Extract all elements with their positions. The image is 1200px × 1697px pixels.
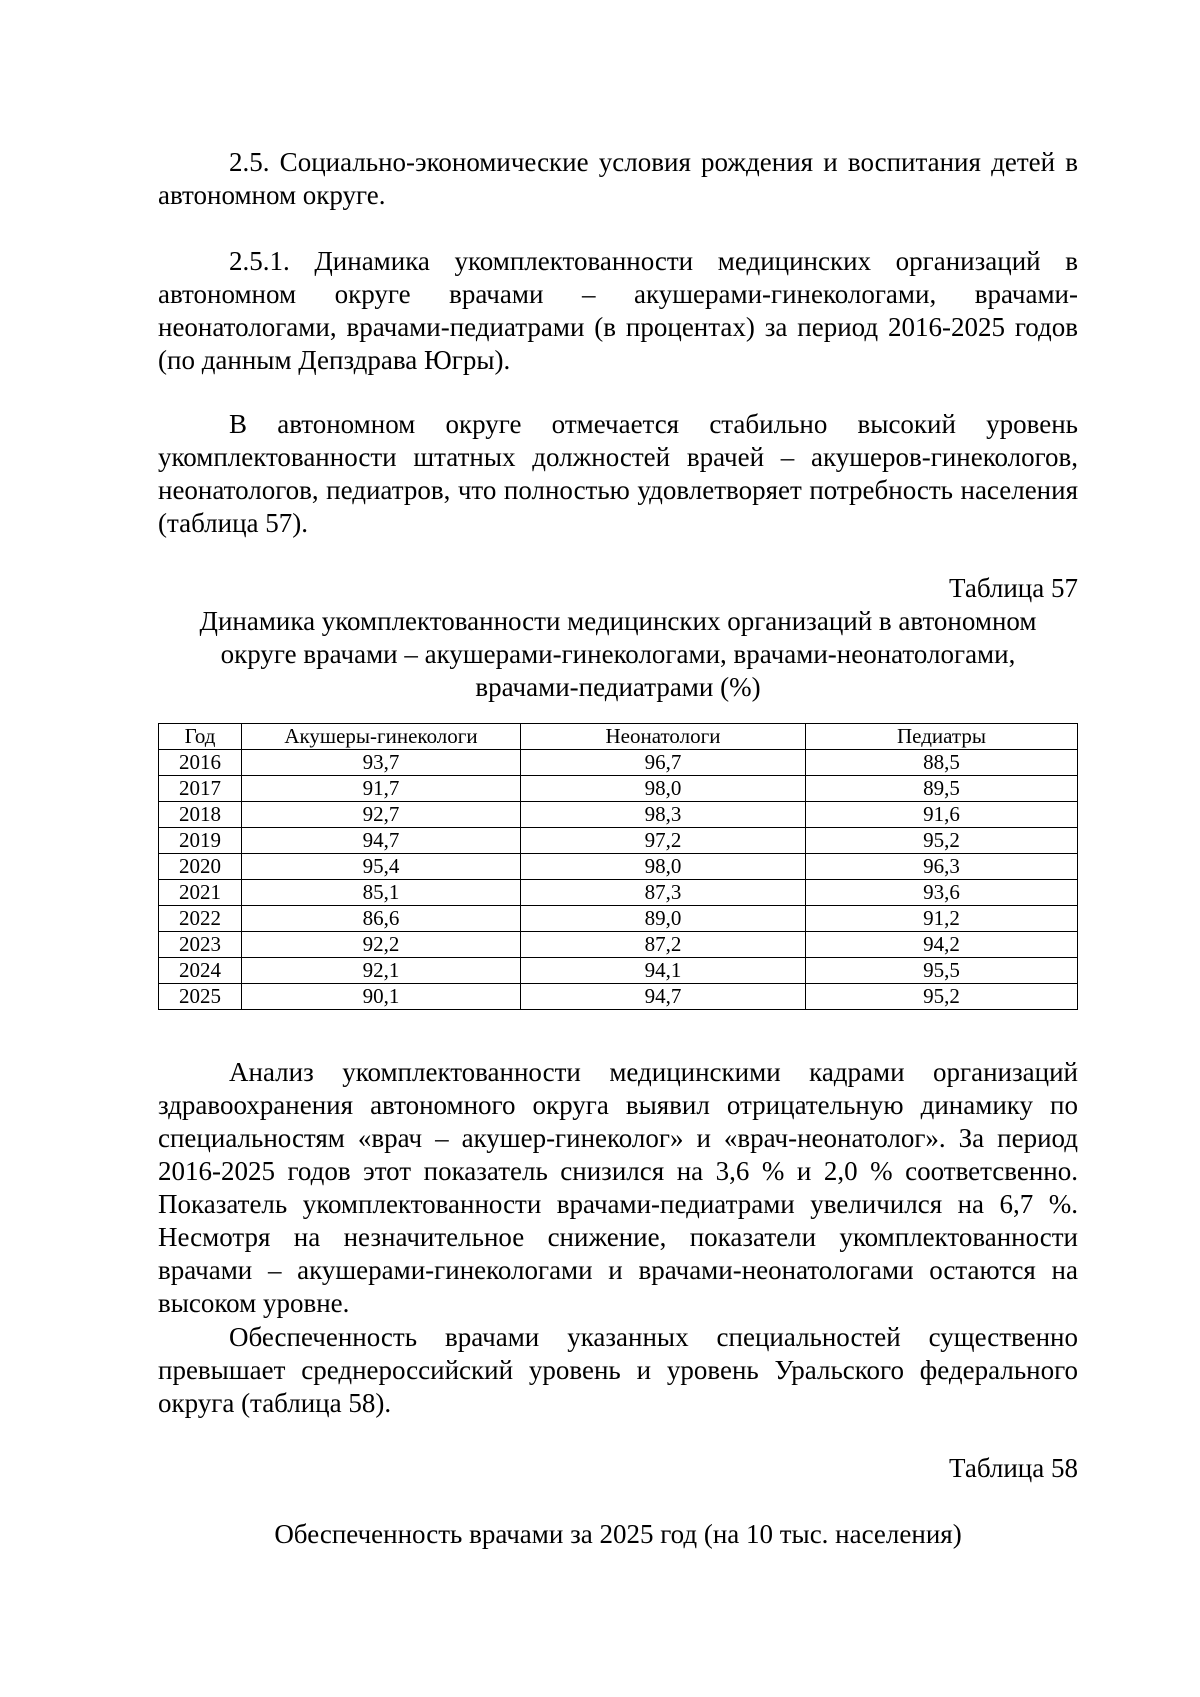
cell-obstetricians: 94,7 — [242, 828, 521, 854]
cell-year: 2019 — [159, 828, 242, 854]
cell-year: 2016 — [159, 750, 242, 776]
cell-year: 2023 — [159, 932, 242, 958]
cell-obstetricians: 93,7 — [242, 750, 521, 776]
cell-neonatologists: 94,7 — [521, 984, 806, 1010]
cell-neonatologists: 98,3 — [521, 802, 806, 828]
section-heading-2-5: 2.5. Социально-экономические условия рождения и воспитания детей в автономном округе. — [158, 147, 1078, 210]
cell-pediatricians: 91,6 — [806, 802, 1078, 828]
cell-year: 2017 — [159, 776, 242, 802]
cell-neonatologists: 97,2 — [521, 828, 806, 854]
cell-year: 2025 — [159, 984, 242, 1010]
section-heading-2-5-1: 2.5.1. Динамика укомплектованности медицинских организаций в автономном округе врачами – акушерами-гинекологами, врачами-неонатологами, врачами-педиатрами (в процентах) за период 2016-2025 годов (по данным Депздрава Югры). — [158, 246, 1078, 375]
cell-year: 2022 — [159, 906, 242, 932]
cell-obstetricians: 91,7 — [242, 776, 521, 802]
table-row — [159, 776, 1078, 802]
table-row — [159, 932, 1078, 958]
table-row — [159, 828, 1078, 854]
table-58-label: Таблица 58 — [949, 1453, 1078, 1483]
cell-pediatricians: 89,5 — [806, 776, 1078, 802]
table-57-title-line-2: округе врачами – акушерами-гинекологами, врачами-неонатологами, — [220, 639, 1016, 669]
cell-obstetricians: 95,4 — [242, 854, 521, 880]
cell-obstetricians: 86,6 — [242, 906, 521, 932]
cell-year: 2018 — [159, 802, 242, 828]
cell-pediatricians: 95,5 — [806, 958, 1078, 984]
table-57 — [158, 723, 1078, 1010]
cell-pediatricians: 95,2 — [806, 828, 1078, 854]
header-obstetricians: Акушеры-гинекологи — [242, 724, 521, 750]
table-57-title-line-3: врачами-педиатрами (%) — [475, 672, 761, 702]
table-row — [159, 958, 1078, 984]
table-57-label: Таблица 57 — [949, 573, 1078, 603]
intro-paragraph: В автономном округе отмечается стабильно высокий уровень укомплектованности штатных должностей врачей – акушеров-гинекологов, неонатологов, педиатров, что полностью удовлетворяет потребность населения (таблица 57). — [158, 409, 1078, 538]
cell-neonatologists: 98,0 — [521, 776, 806, 802]
table-row — [159, 750, 1078, 776]
table-row — [159, 802, 1078, 828]
table-58-title: Обеспеченность врачами за 2025 год (на 10 тыс. населения) — [274, 1519, 962, 1549]
cell-neonatologists: 87,3 — [521, 880, 806, 906]
table-header-row — [159, 724, 1078, 750]
cell-obstetricians: 90,1 — [242, 984, 521, 1010]
table-row — [159, 880, 1078, 906]
cell-pediatricians: 95,2 — [806, 984, 1078, 1010]
cell-neonatologists: 96,7 — [521, 750, 806, 776]
cell-obstetricians: 92,7 — [242, 802, 521, 828]
cell-neonatologists: 94,1 — [521, 958, 806, 984]
cell-pediatricians: 94,2 — [806, 932, 1078, 958]
header-pediatricians: Педиатры — [806, 724, 1078, 750]
header-neonatologists: Неонатологи — [521, 724, 806, 750]
cell-neonatologists: 89,0 — [521, 906, 806, 932]
header-year: Год — [159, 724, 242, 750]
table-row — [159, 854, 1078, 880]
provision-paragraph: Обеспеченность врачами указанных специальностей существенно превышает среднероссийский уровень и уровень Уральского федерального округа (таблица 58). — [158, 1322, 1078, 1418]
cell-year: 2020 — [159, 854, 242, 880]
cell-pediatricians: 93,6 — [806, 880, 1078, 906]
cell-year: 2021 — [159, 880, 242, 906]
cell-obstetricians: 92,1 — [242, 958, 521, 984]
cell-pediatricians: 91,2 — [806, 906, 1078, 932]
cell-neonatologists: 98,0 — [521, 854, 806, 880]
cell-obstetricians: 92,2 — [242, 932, 521, 958]
analysis-paragraph: Анализ укомплектованности медицинскими кадрами организаций здравоохранения автономного округа выявил отрицательную динамику по специальностям «врач – акушер-гинеколог» и «врач-неонатолог». За период 2016-2025 годов этот показатель снизился на 3,6 % и 2,0 % соответсвенно. Показатель укомплектованности врачами-педиатрами увеличился на 6,7 %. Несмотря на незначительное снижение, показатели укомплектованности врачами – акушерами-гинекологами и врачами-неонатологами остаются на высоком уровне. — [158, 1057, 1078, 1318]
cell-year: 2024 — [159, 958, 242, 984]
table-row — [159, 906, 1078, 932]
table-57-title-line-1: Динамика укомплектованности медицинских организаций в автономном — [199, 606, 1037, 636]
table-row — [159, 984, 1078, 1010]
cell-obstetricians: 85,1 — [242, 880, 521, 906]
cell-pediatricians: 96,3 — [806, 854, 1078, 880]
cell-neonatologists: 87,2 — [521, 932, 806, 958]
cell-pediatricians: 88,5 — [806, 750, 1078, 776]
